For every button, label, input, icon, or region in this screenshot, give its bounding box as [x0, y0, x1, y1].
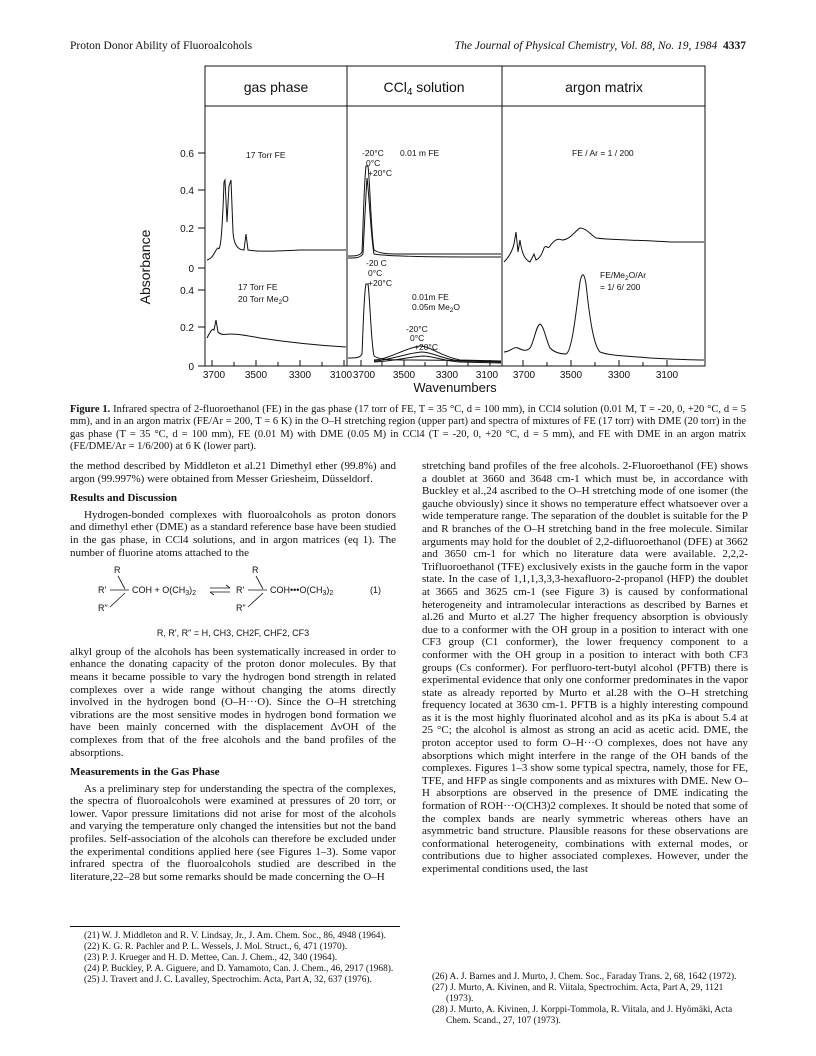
running-header	[70, 40, 746, 56]
annot-ccl4-lower-b2: 0°C	[410, 333, 425, 343]
svg-text:R": R"	[98, 603, 108, 614]
right-column	[422, 460, 748, 876]
annot-ccl4-lower-conc1: 0.01m FE	[412, 292, 449, 302]
annot-gas-upper: 17 Torr FE	[246, 150, 286, 160]
y-tick-label: 0.2	[180, 224, 194, 235]
paragraph: stretching band profiles of the free alcohols. 2-Fluoroethanol (FE) shows a doublet at 3660 and 3648 cm-1 which must be, in accordance with Buckley et al.,24 ascribed to the O–H stretching mode of one isomer (the gauche obviously) since it shows no temperature effect whatsoever over a wide temperature range. The separation of the doublet is suitable for the P and R branches of the O–H stretching band in the free molecule. Similar arguments may hold for the doublet of 2,2-difluoroethanol (DFE) at 3662 and 3650 cm-1 for which no literature data were available. 2,2,2-Trifluoroethanol (TFE) exclusively exists in the gauche form in the vapor state. In the case of 1,1,1,3,3,3-hexafluoro-2-propanol (HFP) the doublet at 3665 and 3625 cm-1 (see Figure 3) is caused by conformational heterogeneity and intramolecular interactions as described by Barnes et al.26 and Murto et al.27 The higher frequency absorption is obviously due to a conformer with the OH group in a position to interact with one CF3 group (C1 conformer), the lower frequency component to a conformer with the OH group in a position to interact with both CF3 groups (Cs conformer). For perfluoro-tert-butyl alcohol (PFTB) there is experimental evidence that only one conformer predominates in the vapor state as already reported by Murto et al.28 with the O–H stretching frequency located at 3630 cm-1. PFTB is a highly interesting compound as it is the most highly fluorinated alcohol and as its pKa is about 5.4 at 25 °C; the alcohol is almost as strong an acid as acetic acid. DME, the proton acceptor used to form O–H···O complexes, does not have any absorptions which might interfere in the range of the OH bands of the complexes. Figures 1–3 show some typical spectra, namely, those for FE, TFE, and HFP as single components and as mixtures with DME. New O–H absorptions are observed in the presence of DME indicating the formation of ROH···O(CH3)2 complexes. It should be noted that some of the complex bands are nearly symmetric whereas others have an asymmetric band structure. Plausible reasons for these observations are conformational heterogeneity, combinations with external modes, or contributions due to higher associated complexes. However, under the experimental conditions used, the last	[422, 460, 748, 875]
svg-text:COH•••O(CH3)2: $COH•••O(CH_3)_2$	[270, 585, 334, 598]
annot-ccl4-t3: +20°C	[368, 168, 392, 178]
svg-text:COH + O(CH3)2: COH + $O(CH_3)_2$	[132, 585, 197, 598]
x-tick-label: 3700	[352, 370, 376, 381]
y-axis-label: Absorbance	[137, 229, 153, 305]
annot-argon-lower-1: $FE/Me_2O/Ar$	[600, 270, 647, 282]
equation-substituents: R, R', R" = H, CH3, CH2F, CHF2, CF3	[156, 628, 310, 639]
annot-argon-lower-2: = 1/ 6/ 200	[600, 282, 641, 292]
references-left	[70, 926, 400, 986]
figure-frame	[205, 66, 705, 366]
annot-gas-lower-2: 20 Torr $Me_2O$	[238, 294, 289, 306]
y-tick-label: 0	[188, 362, 194, 373]
annot-ccl4-lower-b1: -20°C	[406, 324, 428, 334]
paragraph: alkyl group of the alcohols has been systematically increased in order to enhance the donating capacity of the proton donor molecules. By that means it became possible to vary the hydrogen bond strength in related complexes over a wide range without changing the atoms directly involved in the hydrogen bond (O–H···O). Since the O–H stretching vibrations are the most sensitive modes in hydrogen bond formation we have been mainly concerned with the displacement ΔνOH of the complexes from that of the free alcohols and the band profiles of the absorptions.	[70, 645, 396, 759]
spectrum-argon-upper	[504, 228, 704, 262]
svg-text:R": R"	[236, 603, 246, 614]
header-title: Proton Donor Ability of Fluoroalcohols	[70, 40, 253, 52]
x-tick-label: 3100	[655, 370, 679, 381]
header-page-number: 4337	[723, 40, 746, 52]
equation-label: (1)	[370, 585, 381, 596]
figure-1	[110, 62, 710, 396]
paragraph: the method described by Middleton et al.21 Dimethyl ether (99.8%) and argon (99.997%) were obtained from Messer Griesheim, Düsseldorf.	[70, 460, 396, 485]
reference: (25) J. Travert and J. C. Lavalley, Spectrochim. Acta, Part A, 32, 637 (1976).	[84, 975, 372, 985]
spectrum-ccl4-upper	[348, 166, 501, 256]
x-tick-label: 3500	[392, 370, 416, 381]
annot-argon-upper: FE / Ar = 1 / 200	[572, 148, 634, 158]
y-tick-label: 0	[188, 264, 194, 275]
x-tick-label: 3300	[288, 370, 312, 381]
panel-title-ccl4: CCl$_4$ solution	[383, 79, 465, 98]
reference: (28) J. Murto, A. Kivinen, J. Korppi-Tommola, R. Viitala, and J. Hyömäki, Acta Chem. Scand., 27, 107 (1973).	[432, 1005, 733, 1026]
equation-1-svg	[70, 561, 396, 623]
y-ticks-upper	[198, 153, 205, 366]
left-column	[70, 460, 396, 883]
spectra	[207, 166, 704, 363]
x-tick-label: 3700	[512, 370, 536, 381]
x-tick-label: 3300	[435, 370, 459, 381]
caption-text: Infrared spectra of 2-fluoroethanol (FE) in the gas phase (17 torr of FE, T = 35 °C, d = 100 mm), in CCl4 solution (0.01 M, T = -20, 0, +20 °C, d = 5 mm), and in an argon matrix (FE/Ar = 200, T = 6 K) in the O–H stretching region (upper part) and spectra of mixtures of FE (17 torr) with DME (20 torr) in the gas phase (T = 35 °C, d = 100 mm), FE (0.01 M) with DME (0.05 M) in CCl4 (T = -20, 0, +20 °C, d = 5 mm), and FE with DME in an argon matrix (FE/DME/Ar = 1/6/200) at 6 K (lower part).	[70, 404, 746, 453]
svg-text:R: R	[252, 565, 259, 576]
reference: (26) A. J. Barnes and J. Murto, J. Chem. Soc., Faraday Trans. 2, 68, 1642 (1972).	[432, 972, 737, 982]
header-journal-page	[455, 40, 746, 52]
annot-ccl4-t1: -20°C	[362, 148, 384, 158]
x-tick-label: 3500	[244, 370, 268, 381]
spectrum-gas-upper	[207, 180, 346, 260]
caption-label: Figure 1.	[70, 404, 111, 415]
section-heading: Measurements in the Gas Phase	[70, 766, 220, 779]
annot-gas-lower-1: 17 Torr FE	[238, 282, 278, 292]
x-tick-label: 3500	[559, 370, 583, 381]
panel-title-gas: gas phase	[243, 79, 309, 95]
annot-ccl4-lower-t3: +20°C	[368, 278, 392, 288]
annot-ccl4-lower-t1: -20 C	[366, 258, 387, 268]
x-ticks	[212, 360, 667, 366]
references-right	[418, 968, 748, 1027]
reference: (24) P. Buckley, P. A. Giguere, and D. Yamamoto, Can. J. Chem., 46, 2917 (1968).	[84, 964, 394, 974]
reference: (22) K. G. R. Pachler and P. L. Wessels, J. Mol. Struct., 6, 471 (1970).	[84, 942, 348, 952]
panel-title-argon: argon matrix	[565, 79, 643, 95]
paragraph: As a preliminary step for understanding the spectra of the complexes, the spectra of fluoroalcohols were examined at pressures of 20 torr, or lower. Vapor pressure limitations did not arise for most of the alcohols and varying the temperature only changed the intensities but not the band profiles. Self-association of the alcohols can therefore be excluded under the experimental conditions applied here (see Figures 1–3). Some vapor infrared spectra of the fluoroalcohols studied are described in the literature,22–28 but some remarks should be made concerning the O–H	[70, 782, 396, 883]
header-journal: The Journal of Physical Chemistry, Vol. 88, No. 19, 1984	[454, 40, 718, 52]
annot-ccl4-lower-conc2: 0.05m $Me_2O$	[412, 302, 461, 314]
paragraph: Hydrogen-bonded complexes with fluoroalcohols as proton donors and dimethyl ether (DME) as a standard reference base have been studied in the gas phase, in CCl4 solutions, and in argon matrices (eq 1). The number of fluorine atoms attached to the	[70, 508, 396, 559]
section-heading: Results and Discussion	[70, 492, 177, 505]
svg-text:R': R'	[98, 585, 107, 596]
reference: (27) J. Murto, A. Kivinen, and R. Viitala, Spectrochim. Acta, Part A, 29, 1121 (1973).	[432, 983, 724, 1004]
x-tick-label: 3100	[475, 370, 499, 381]
spectrum-gas-lower	[207, 320, 346, 347]
y-tick-label: 0.2	[180, 323, 194, 334]
reference: (23) P. J. Krueger and H. D. Mettee, Can. J. Chem., 42, 340 (1964).	[84, 953, 338, 963]
annot-ccl4-conc: 0.01 m FE	[400, 148, 440, 158]
annot-ccl4-lower-t2: 0°C	[368, 268, 383, 278]
equation-1	[70, 561, 396, 623]
svg-text:R: R	[114, 565, 121, 576]
y-tick-label: 0.4	[180, 186, 194, 197]
x-tick-label: 3300	[607, 370, 631, 381]
svg-text:R': R'	[236, 585, 245, 596]
reference: (21) W. J. Middleton and R. V. Lindsay, Jr., J. Am. Chem. Soc., 86, 4948 (1964).	[84, 931, 386, 941]
annot-ccl4-t2: 0°C	[366, 158, 381, 168]
figure-1-svg	[110, 62, 710, 396]
figure-caption	[70, 404, 746, 454]
x-tick-label: 3700	[202, 370, 226, 381]
x-tick-label: 3100	[329, 370, 353, 381]
y-tick-label: 0.4	[180, 286, 194, 297]
y-tick-label: 0.6	[180, 149, 194, 160]
x-axis-label: Wavenumbers	[413, 380, 497, 395]
annot-ccl4-lower-b3: +20°C	[414, 342, 438, 352]
